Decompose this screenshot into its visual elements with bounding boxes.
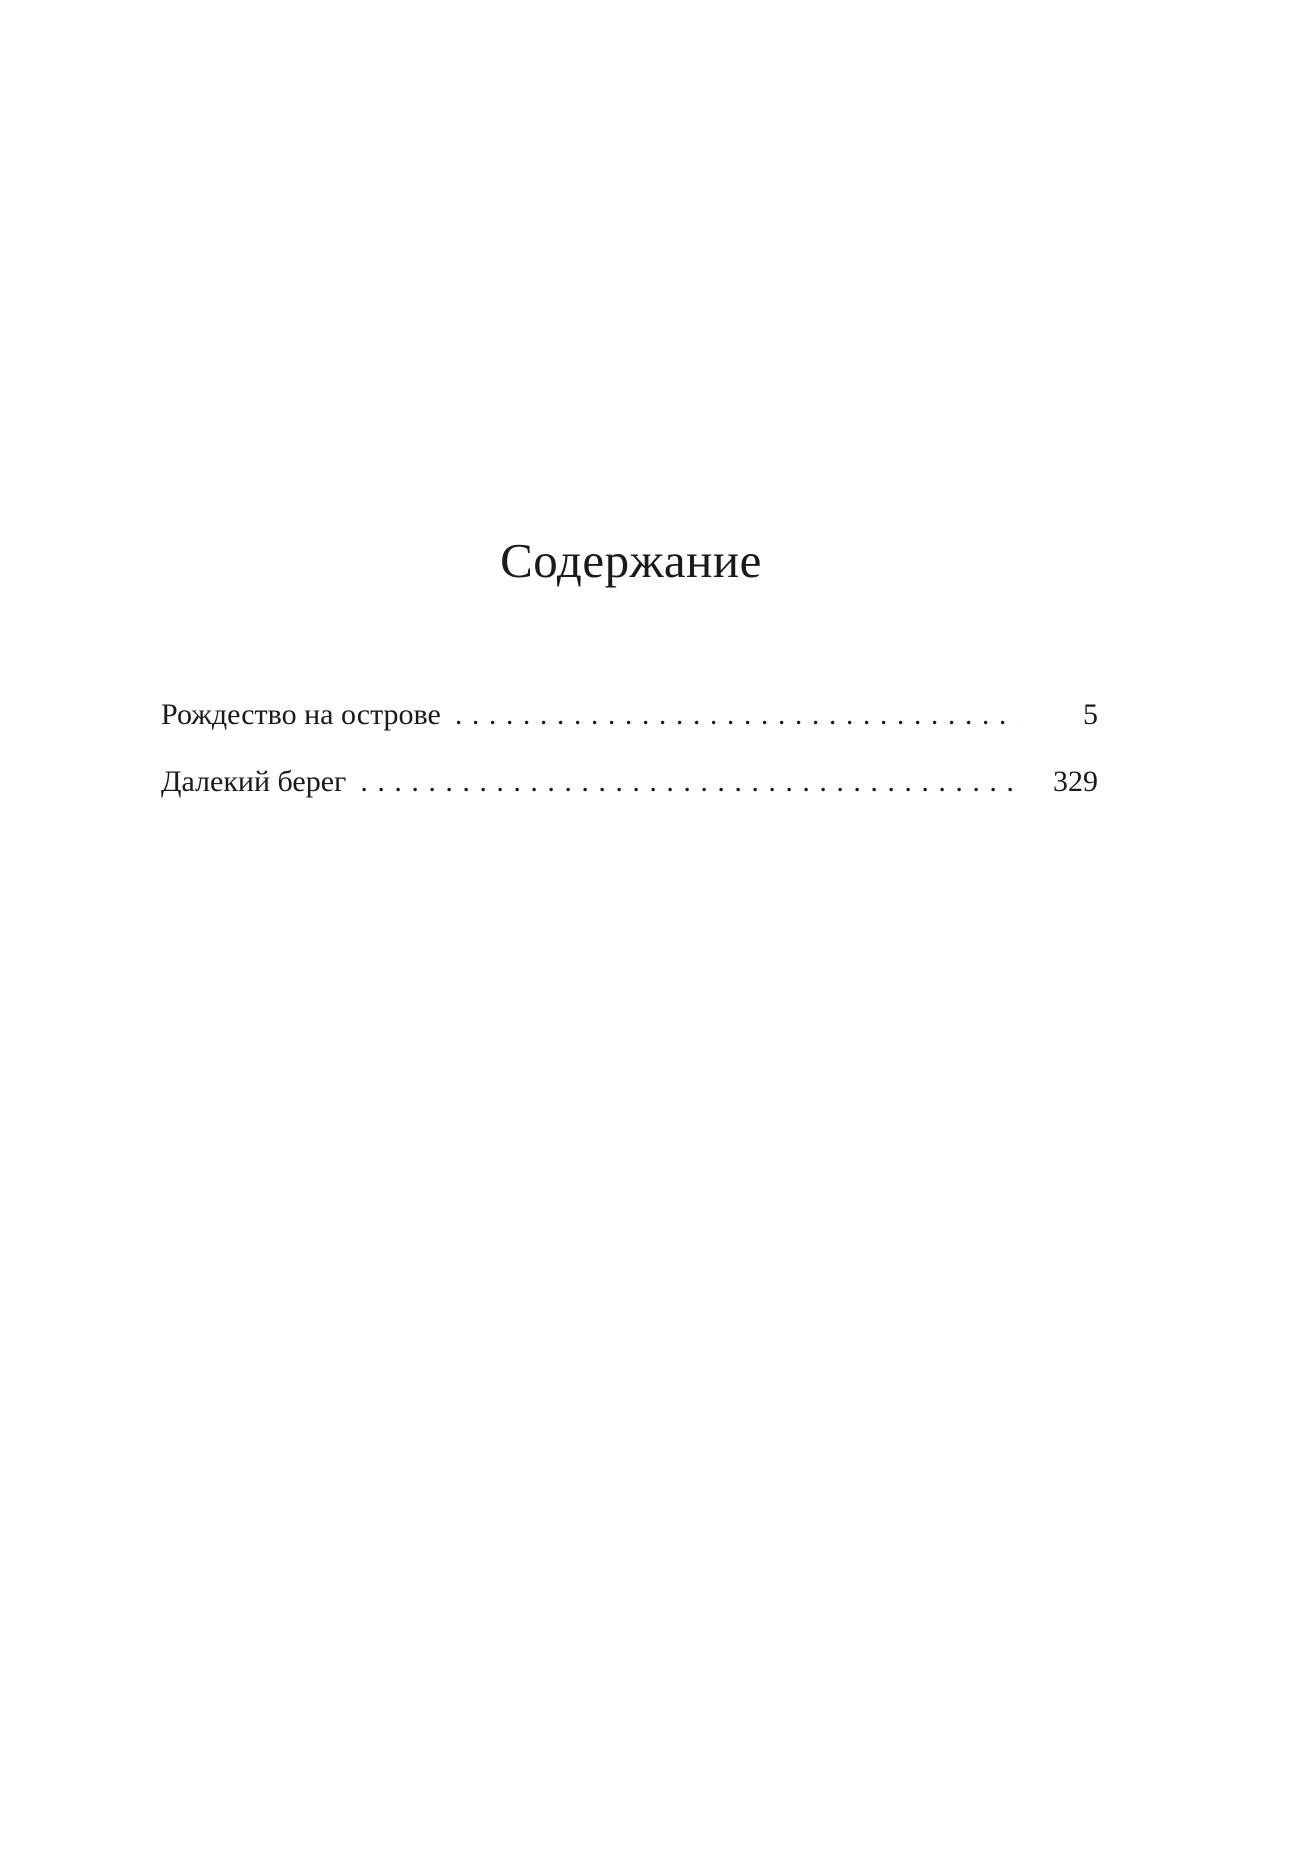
- table-of-contents: [161, 700, 1098, 834]
- toc-entry-page-number: 329: [1053, 765, 1098, 798]
- toc-entry: [161, 767, 1098, 834]
- page-title: Содержание: [500, 533, 762, 588]
- toc-entry-page-number: 5: [1083, 698, 1098, 731]
- toc-entry-title: Далекий берег: [161, 765, 347, 798]
- toc-entry: [161, 700, 1098, 767]
- toc-leader-dots: [360, 767, 1018, 797]
- toc-entry-title: Рождество на острове: [161, 698, 441, 731]
- toc-leader-dots: [455, 700, 1018, 730]
